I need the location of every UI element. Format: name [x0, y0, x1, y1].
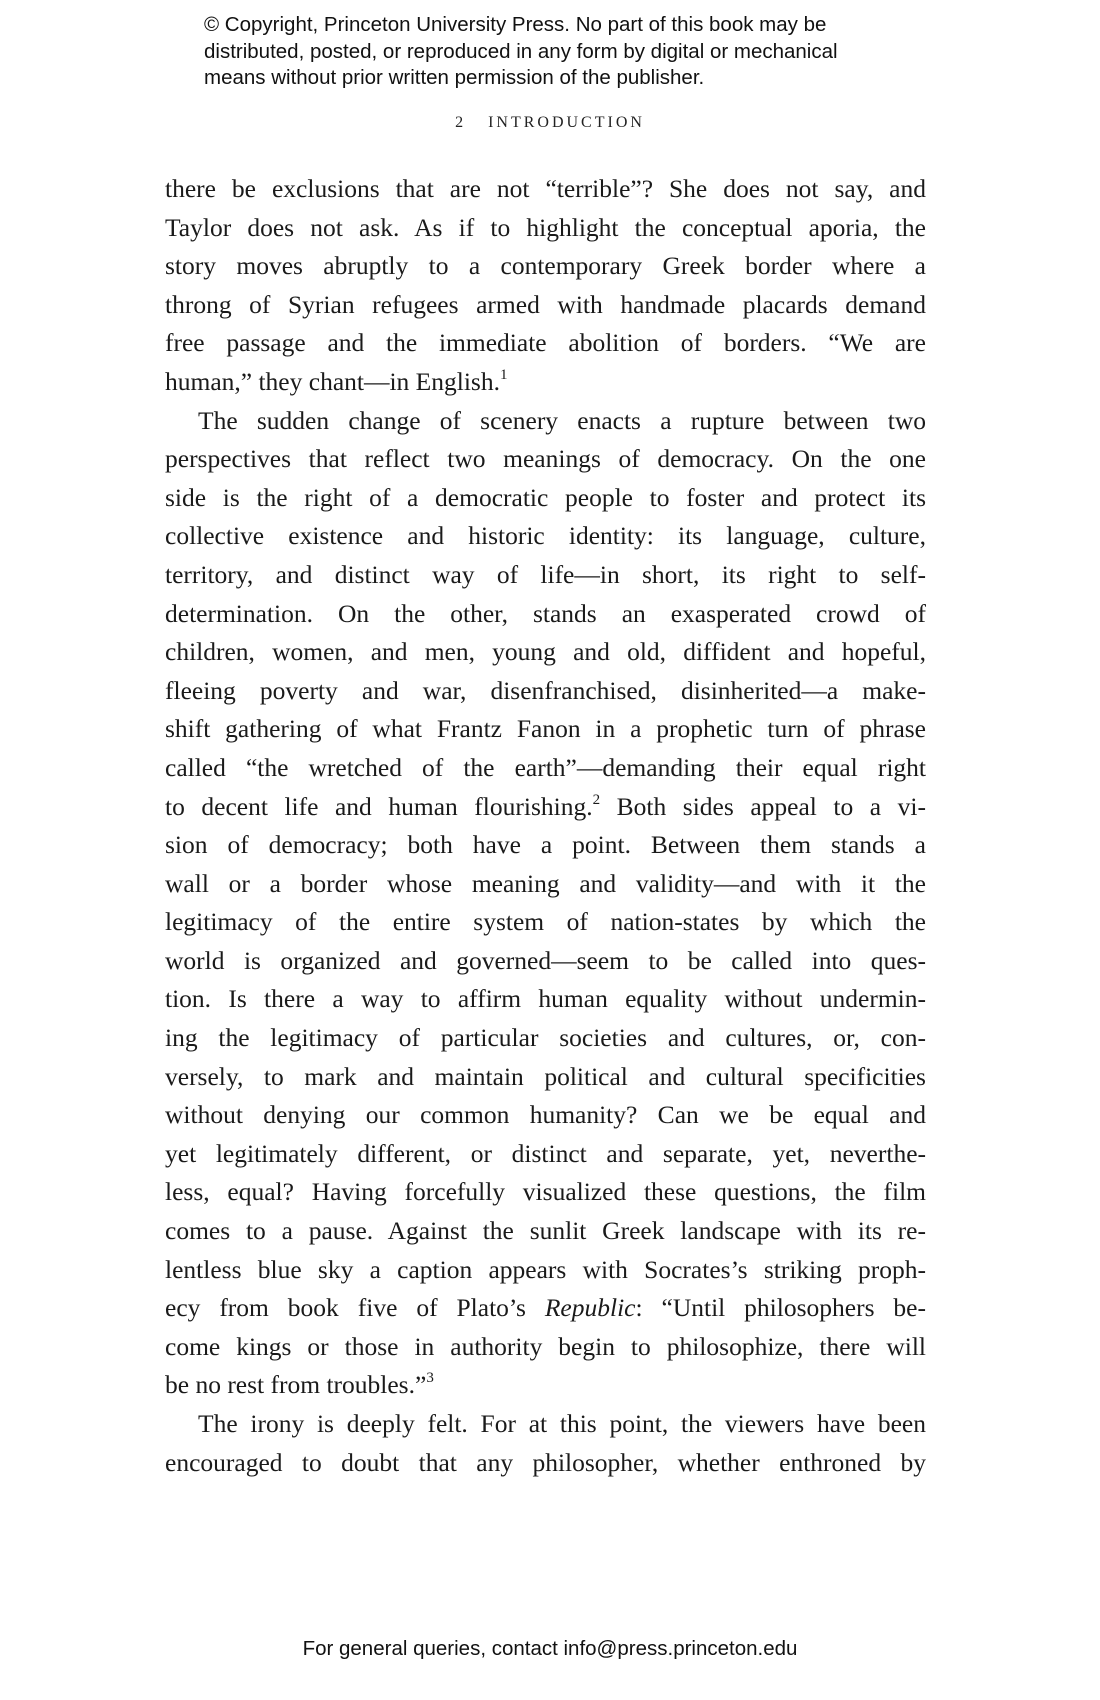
text-line [165, 324, 926, 363]
text-line [165, 788, 926, 827]
line-text: determination. On the other, stands an exasperated crowd of [165, 598, 926, 628]
line-text: lentless blue sky a caption appears with Socrates’s striking proph- [165, 1254, 926, 1284]
text-line [165, 363, 926, 402]
copyright-notice [204, 12, 838, 92]
line-text: side is the right of a democratic people to foster and protect its [165, 482, 926, 512]
text-line [165, 942, 926, 981]
text-line [165, 1444, 926, 1483]
text-line [165, 672, 926, 711]
line-text: tion. Is there a way to affirm human equality without undermin- [165, 984, 926, 1014]
line-text: to decent life and human flourishing. [165, 791, 593, 821]
line-text: : “Until philosophers be- [635, 1293, 926, 1323]
text-line [165, 633, 926, 672]
text-line [165, 980, 926, 1019]
footnote-marker: 1 [499, 366, 508, 383]
text-line [165, 1405, 926, 1444]
line-text: human,” they chant—in English. [165, 366, 500, 396]
text-line [165, 710, 926, 749]
line-text: without denying our common humanity? Can we be equal and [165, 1100, 926, 1130]
line-text: be no rest from troubles.” [165, 1370, 427, 1400]
line-text: The sudden change of scenery enacts a rupture between two [198, 405, 926, 435]
text-line [165, 1135, 926, 1174]
line-text: The irony is deeply felt. For at this point, the viewers have been [198, 1409, 926, 1438]
text-line [165, 556, 926, 595]
text-line [165, 1019, 926, 1058]
line-text: there be exclusions that are not “terrible”? She does not say, and [165, 174, 926, 203]
line-text: Taylor does not ask. As if to highlight the conceptual aporia, the [165, 212, 926, 242]
body-text [165, 170, 926, 1482]
line-text: ing the legitimacy of particular societies and cultures, or, con- [165, 1023, 926, 1053]
text-line [165, 1058, 926, 1097]
line-text: perspectives that reflect two meanings of democracy. On the one [165, 444, 926, 474]
text-line [165, 209, 926, 248]
text-line [165, 749, 926, 788]
line-text: called “the wretched of the earth”—demanding their equal right [165, 752, 926, 782]
copyright-line: © Copyright, Princeton University Press. No part of this book may be [204, 13, 827, 36]
line-text: story moves abruptly to a contemporary Greek border where a [165, 251, 926, 281]
text-line [165, 1212, 926, 1251]
line-text: ecy from book five of Plato’s [165, 1293, 545, 1323]
text-line [165, 1173, 926, 1212]
line-text: collective existence and historic identity: its language, culture, [165, 521, 926, 551]
line-text: territory, and distinct way of life—in short, its right to self- [165, 559, 926, 589]
text-line [165, 247, 926, 286]
text-line [165, 1289, 926, 1328]
text-line [165, 903, 926, 942]
text-line [165, 1251, 926, 1290]
line-text: throng of Syrian refugees armed with handmade placards demand [165, 289, 926, 319]
line-text: less, equal? Having forcefully visualized these questions, the film [165, 1177, 926, 1207]
footnote-marker: 2 [592, 791, 601, 808]
copyright-line: distributed, posted, or reproduced in any form by digital or mechanical [204, 39, 838, 63]
line-text: versely, to mark and maintain political and cultural specificities [165, 1061, 926, 1091]
line-text: comes to a pause. Against the sunlit Greek landscape with its re- [165, 1216, 926, 1246]
text-line [165, 517, 926, 556]
text-line [165, 402, 926, 441]
line-text: free passage and the immediate abolition of borders. “We are [165, 328, 926, 358]
text-line [165, 1096, 926, 1135]
line-text: children, women, and men, young and old, diffident and hopeful, [165, 637, 926, 667]
footer-contact: For general queries, contact info@press.princeton.edu [302, 1637, 798, 1660]
text-line [165, 1328, 926, 1367]
line-text: yet legitimately different, or distinct and separate, yet, neverthe- [165, 1138, 926, 1168]
page-number: 2 [455, 114, 467, 131]
text-line [165, 440, 926, 479]
italic-title: Republic [544, 1293, 636, 1323]
line-text: sion of democracy; both have a point. Between them stands a [165, 830, 926, 860]
line-text: encouraged to doubt that any philosopher, whether enthroned by [165, 1447, 926, 1477]
copyright-line: means without prior written permission of the publisher. [204, 66, 705, 89]
line-text: legitimacy of the entire system of nation-states by which the [165, 907, 926, 937]
text-line [165, 479, 926, 518]
text-line [165, 1366, 926, 1405]
line-text: come kings or those in authority begin to philosophize, there will [165, 1331, 926, 1361]
line-text: world is organized and governed—seem to be called into ques- [165, 945, 926, 975]
text-line [165, 865, 926, 904]
line-text: Both sides appeal to a vi- [600, 791, 926, 821]
text-line [165, 595, 926, 634]
line-text: wall or a border whose meaning and validity—and with it the [165, 868, 926, 898]
footnote-marker: 3 [426, 1370, 434, 1387]
running-head [0, 114, 1100, 132]
line-text: shift gathering of what Frantz Fanon in a prophetic turn of phrase [165, 714, 926, 744]
chapter-title: INTRODUCTION [488, 114, 645, 131]
text-line [165, 826, 926, 865]
text-line [165, 286, 926, 325]
text-line [165, 170, 926, 209]
line-text: fleeing poverty and war, disenfranchised, disinherited—a make- [165, 675, 926, 705]
